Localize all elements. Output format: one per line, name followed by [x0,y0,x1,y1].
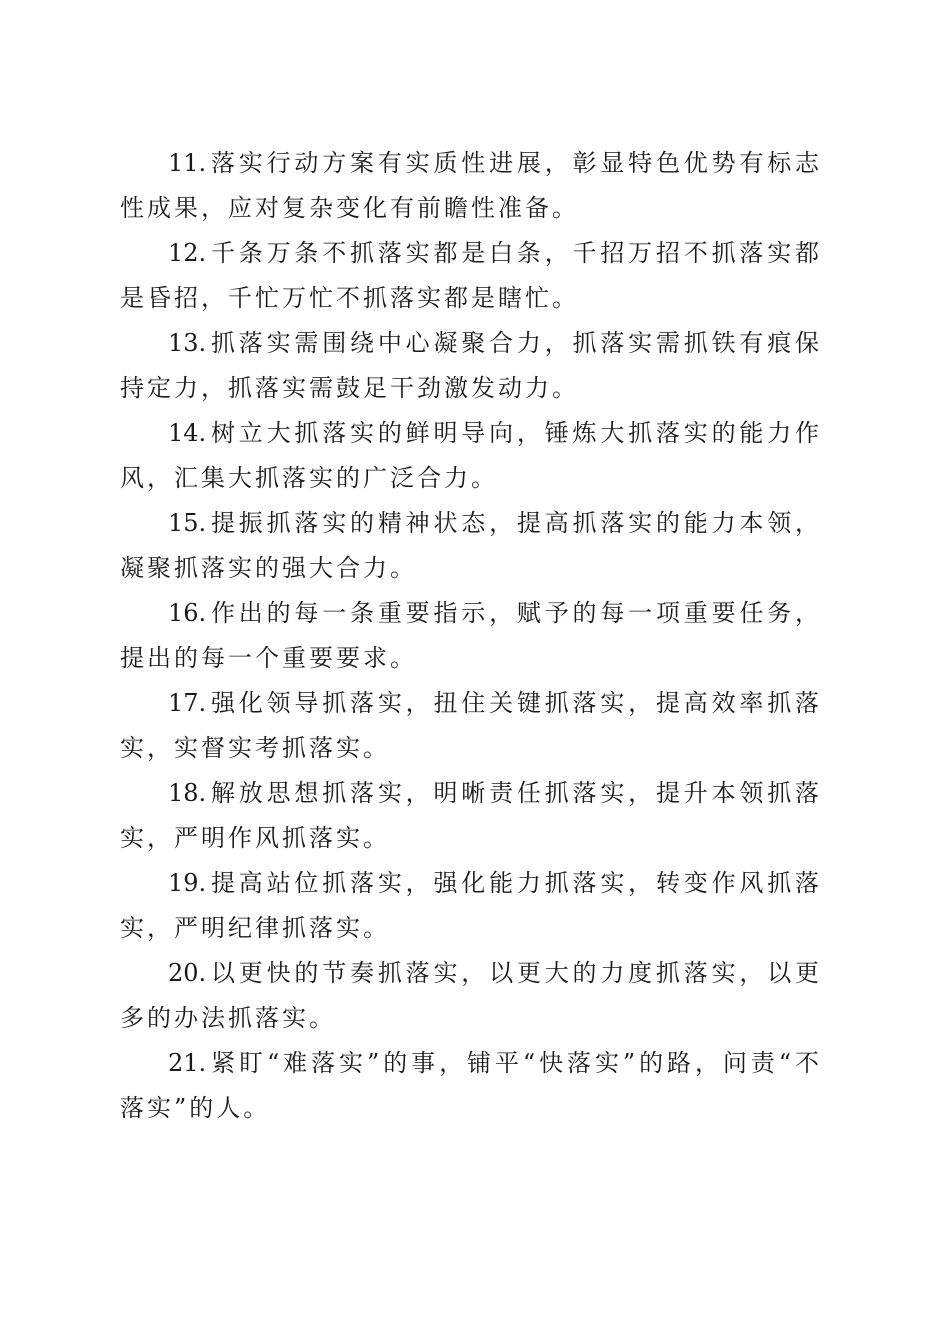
item-number: 17. [168,689,207,717]
list-item [120,411,822,501]
item-text: 以更快的节奏抓落实，以更大的力度抓落实，以更多的办法抓落实。 [120,959,822,1032]
item-text: 抓落实需围绕中心凝聚合力，抓落实需抓铁有痕保持定力，抓落实需鼓足干劲激发动力。 [120,329,822,402]
item-number: 13. [168,329,207,357]
list-item [120,861,822,951]
item-text: 紧盯“难落实”的事，铺平“快落实”的路，问责“不落实”的人。 [120,1049,822,1122]
item-text: 树立大抓落实的鲜明导向，锤炼大抓落实的能力作风，汇集大抓落实的广泛合力。 [120,419,822,492]
item-number: 12. [168,239,207,267]
list-item [120,951,822,1041]
list-item [120,231,822,321]
item-text: 千条万条不抓落实都是白条，千招万招不抓落实都是昏招，千忙万忙不抓落实都是瞎忙。 [120,239,822,312]
item-number: 14. [168,419,207,447]
item-text: 解放思想抓落实，明晰责任抓落实，提升本领抓落实，严明作风抓落实。 [120,779,822,852]
list-item [120,141,822,231]
item-text: 落实行动方案有实质性进展，彰显特色优势有标志性成果，应对复杂变化有前瞻性准备。 [120,149,822,222]
item-number: 11. [168,149,207,177]
item-number: 16. [168,599,207,627]
item-number: 20. [168,959,207,987]
list-item [120,591,822,681]
list-item [120,681,822,771]
item-number: 15. [168,509,207,537]
item-number: 19. [168,869,207,897]
item-text: 强化领导抓落实，扭住关键抓落实，提高效率抓落实，实督实考抓落实。 [120,689,822,762]
item-text: 提高站位抓落实，强化能力抓落实，转变作风抓落实，严明纪律抓落实。 [120,869,822,942]
list-item [120,321,822,411]
list-item [120,771,822,861]
document-body [120,141,822,1131]
item-text: 作出的每一条重要指示，赋予的每一项重要任务，提出的每一个重要要求。 [120,599,822,672]
item-text: 提振抓落实的精神状态，提高抓落实的能力本领，凝聚抓落实的强大合力。 [120,509,822,582]
list-item [120,501,822,591]
list-item [120,1041,822,1131]
item-number: 21. [168,1049,207,1077]
item-number: 18. [168,779,207,807]
